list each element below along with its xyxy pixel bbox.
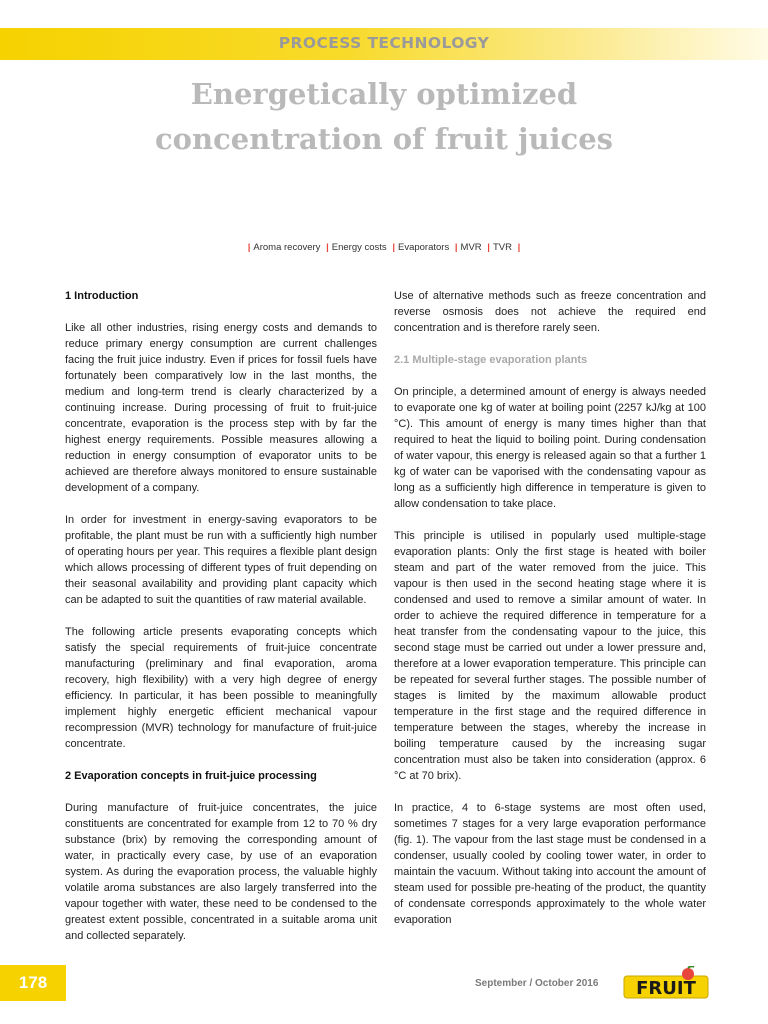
paragraph: During manufacture of fruit-juice concentrates, the juice constituents are concentrated for example from 12 to 70 % dry substance (brix) by removing the corresponding amount of water, in practically every case, by use of an evaporation system. As during the evaporation process, the valuable highly volatile aroma substances are also largely transferred into the vapour together with water, these need to be condensed to the greatest extent possible, concentrated in a suitable aroma unit and collected separately. <box>65 802 377 942</box>
logo-text: FRUIT <box>636 978 696 999</box>
paragraph: In practice, 4 to 6-stage systems are most often used, sometimes 7 stages for a very large evaporation performance (fig. 1). The vapour from the last stage must be condensed in a condenser, usually cooled by cooling tower water, in order to maintain the vacuum. Without taking into account the amount of steam used for possible pre-heating of the product, the quantity of condensate corresponds approximately to the whole water evaporation <box>394 802 706 926</box>
article-title <box>0 72 768 162</box>
title-line-2: concentration of fruit juices <box>155 122 613 156</box>
issue-date: September / October 2016 <box>475 978 599 989</box>
keyword: TVR <box>492 242 512 253</box>
keyword-separator: | <box>392 242 395 253</box>
keyword: Aroma recovery <box>253 242 321 253</box>
keyword-separator: | <box>517 242 521 253</box>
subsection-heading-multiple-stage: 2.1 Multiple-stage evaporation plants <box>394 354 588 366</box>
section-label: PROCESS TECHNOLOGY <box>278 34 490 52</box>
paragraph: The following article presents evaporating concepts which satisfy the special requirements of fruit-juice concentrate manufacturing (preliminary and final evaporation, aroma recovery, high flexibility) with a very high degree of energy efficiency. In particular, it has been possible to meaningfully implement highly energetic efficient mechanical vapour recompression (MVR) technology for manufacture of fruit-juice concentrate. <box>65 626 377 750</box>
paragraph: Like all other industries, rising energy costs and demands to reduce primary energy consumption are current challenges facing the fruit juice industry. Even if prices for fossil fuels have fortunately been comparatively low in the last months, the medium and long-term trend is clearly characterized by a continuing increase. During processing of fruit to fruit-juice concentrate, evaporation is the process step with by far the highest energy requirements. Possible measures allowing a reduction in energy consumption of evaporator units to be achieved are therefore always monitored to ensure sustainable development of a company. <box>65 322 377 494</box>
paragraph: On principle, a determined amount of energy is always needed to evaporate one kg of water at boiling point (2257 kJ/kg at 100 °C). This amount of energy is many times higher than that required to heat the liquid to boiling point. During condensation of water vapour, this energy is released again so that a further 1 kg of water can be vaporised with the condensating vapour as long as a sufficiently high difference in temperature is given to allow condensation to take place. <box>394 386 706 510</box>
paragraph: Use of alternative methods such as freeze concentration and reverse osmosis does not achieve the required end concentration and is therefore rarely seen. <box>394 290 706 334</box>
keyword: Evaporators <box>397 242 450 253</box>
section-heading-evaporation-concepts: 2 Evaporation concepts in fruit-juice processing <box>65 770 317 782</box>
title-line-1: Energetically optimized <box>190 77 578 111</box>
keyword-separator: | <box>454 242 458 253</box>
paragraph: This principle is utilised in popularly used multiple-stage evaporation plants: Only the first stage is heated with boiler steam and part of the water removed from the juice. This vapour is then used in the second heating stage where it is condensed and used to remove a similar amount of water. In order to achieve the required difference in temperature for a heat transfer from the condensating vapour to the juice, this second stage must be carried out under a lower pressure and, therefore at a lower evaporation temperature. This principle can be repeated for several further stages. The possible number of stages is limited by the maximum allowable product temperature in the first stage and the required difference in temperature between the stages, whereby the increase in boiling temperature caused by the increasing sugar concentration must also be taken into consideration (approx. 6 °C at 70 brix). <box>394 530 706 782</box>
keyword-separator: | <box>247 242 251 253</box>
left-column <box>65 288 377 960</box>
keyword: Energy costs <box>331 242 387 253</box>
right-column <box>394 288 706 944</box>
fruit-logo <box>622 966 710 1000</box>
keyword: MVR <box>460 242 482 253</box>
page-number: 178 <box>0 965 66 1001</box>
keyword-list <box>0 242 768 253</box>
paragraph: In order for investment in energy-saving evaporators to be profitable, the plant must be run with a sufficiently high number of operating hours per year. This requires a flexible plant design which allows processing of different types of fruit depending on their seasonal availability and providing plant capacity which can be adapted to suit the quantities of raw material available. <box>65 514 377 606</box>
keyword-separator: | <box>326 242 329 253</box>
keyword-separator: | <box>487 242 490 253</box>
section-heading-introduction: 1 Introduction <box>65 290 139 302</box>
